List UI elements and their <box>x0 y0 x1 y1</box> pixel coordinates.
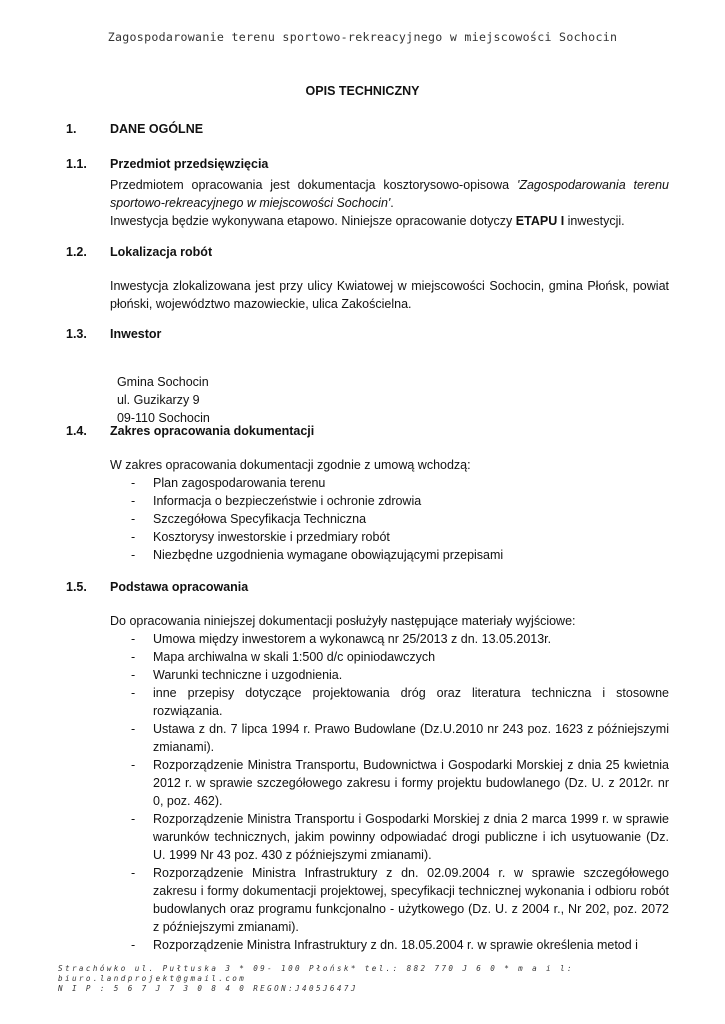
section-title: Podstawa opracowania <box>110 580 249 594</box>
stage-text-end: inwestycji. <box>564 214 625 228</box>
subject-paragraph <box>110 176 669 212</box>
stage-paragraph <box>110 212 669 230</box>
subject-period: . <box>390 196 394 210</box>
list-item: - Niezbędne uzgodnienia wymagane obowiązującymi przepisami <box>131 548 504 562</box>
investor-address <box>110 355 669 427</box>
list-item: - Mapa archiwalna w skali 1:500 d/c opiniodawczych <box>131 650 436 664</box>
bullet-dash: - <box>131 512 136 526</box>
document-title: OPIS TECHNICZNY <box>305 84 420 98</box>
list-item: - Umowa między inwestorem a wykonawcą nr 25/2013 z dn. 13.05.2013r. <box>131 632 552 646</box>
section-title: DANE OGÓLNE <box>110 122 204 136</box>
page-footer <box>58 964 574 994</box>
location-paragraph: Inwestycja zlokalizowana jest przy ulicy Kwiatowej w miejscowości Sochocin, gmina Płońsk, powiat płoński, województwo mazowieckie, ulica Zakościelna. <box>110 279 669 311</box>
list-item: - Informacja o bezpieczeństwie i ochronie zdrowia <box>131 494 422 508</box>
stage-text: Inwestycja będzie wykonywana etapowo. Niniejsze opracowanie dotyczy <box>110 214 516 228</box>
bullet-dash: - <box>131 650 136 664</box>
bullet-dash: - <box>131 722 136 736</box>
bullet-dash: - <box>131 686 136 700</box>
scope-intro: W zakres opracowania dokumentacji zgodnie z umową wchodzą: <box>110 458 471 472</box>
basis-intro: Do opracowania niniejszej dokumentacji posłużyły następujące materiały wyjściowe: <box>110 614 576 628</box>
section-number: 1.5. <box>66 580 87 594</box>
stage-label: ETAPU I <box>515 214 565 228</box>
bullet-dash: - <box>131 668 136 682</box>
list-item: - inne przepisy dotyczące projektowania dróg oraz literatura techniczna i stosowne rozwiązania. <box>131 686 669 718</box>
section-title: Zakres opracowania dokumentacji <box>110 424 315 438</box>
list-item: - Plan zagospodarowania terenu <box>131 476 326 490</box>
list-item: - Szczegółowa Specyfikacja Techniczna <box>131 512 367 526</box>
footer-tax-id: N I P : 5 6 7 J 7 3 0 8 4 0 REGON:J405J647J <box>58 984 358 993</box>
list-item: - Rozporządzenie Ministra Transportu, Budownictwa i Gospodarki Morskiej z dnia 25 kwietnia 2012 r. w sprawie szczegółowego zakresu i formy projektu budowlanego (Dz. U. z 2012r. nr 0, poz. 462). <box>131 758 669 808</box>
scope-list <box>110 474 669 564</box>
list-item: - Kosztorysy inwestorskie i przedmiary robót <box>131 530 390 544</box>
bullet-dash: - <box>131 866 136 880</box>
section-title: Przedmiot przedsięwzięcia <box>110 157 269 171</box>
bullet-dash: - <box>131 548 136 562</box>
bullet-dash: - <box>131 476 136 490</box>
bullet-dash: - <box>131 494 136 508</box>
bullet-dash: - <box>131 530 136 544</box>
list-item: - Rozporządzenie Ministra Infrastruktury z dn. 02.09.2004 r. w sprawie szczegółowego zakresu i formy dokumentacji projektowej, specyfikacji technicznej wykonania i odbioru robót budowlanych oraz programu funkcjonalno - użytkowego (Dz. U. z 2004 r., Nr 202, poz. 2072 z późniejszymi zmianami). <box>131 866 669 934</box>
subject-quote: 'Zagospodarowania terenu sportowo-rekreacyjnego w miejscowości Sochocin' <box>110 178 669 210</box>
section-number: 1. <box>66 122 77 136</box>
bullet-dash: - <box>131 938 136 952</box>
investor-name: Gmina Sochocin <box>116 375 209 389</box>
subject-text: Przedmiotem opracowania jest dokumentacja kosztorysowo-opisowa <box>110 178 517 192</box>
basis-list <box>110 630 669 954</box>
section-title: Inwestor <box>110 327 162 341</box>
list-item: - Warunki techniczne i uzgodnienia. <box>131 668 343 682</box>
page-header: Zagospodarowanie terenu sportowo-rekreacyjnego w miejscowości Sochocin <box>107 30 618 44</box>
investor-street: ul. Guzikarzy 9 <box>116 393 200 407</box>
bullet-dash: - <box>131 758 136 772</box>
investor-postal: 09-110 Sochocin <box>116 411 210 425</box>
section-number: 1.2. <box>66 245 87 259</box>
bullet-dash: - <box>131 812 136 826</box>
list-item: - Rozporządzenie Ministra Infrastruktury z dn. 18.05.2004 r. w sprawie określenia metod i <box>131 938 638 952</box>
section-title: Lokalizacja robót <box>110 245 213 259</box>
footer-email: biuro.landprojekt@gmail.com <box>58 974 247 983</box>
bullet-dash: - <box>131 632 136 646</box>
section-number: 1.3. <box>66 327 87 341</box>
section-number: 1.4. <box>66 424 87 438</box>
list-item: - Ustawa z dn. 7 lipca 1994 r. Prawo Budowlane (Dz.U.2010 nr 243 poz. 1623 z późniejszymi zmianami). <box>131 722 669 754</box>
footer-address: Strachówko ul. Pułtuska 3 * 09- 100 Płońsk* tel.: 882 770 J 6 0 * m a i l: <box>58 964 574 973</box>
list-item: - Rozporządzenie Ministra Transportu i Gospodarki Morskiej z dnia 2 marca 1999 r. w sprawie warunków technicznych, jakim powinny odpowiadać drogi publiczne i ich usytuowanie (Dz. U. 1999 Nr 43 poz. 430 z późniejszymi zmianami). <box>131 812 669 862</box>
section-number: 1.1. <box>66 157 87 171</box>
